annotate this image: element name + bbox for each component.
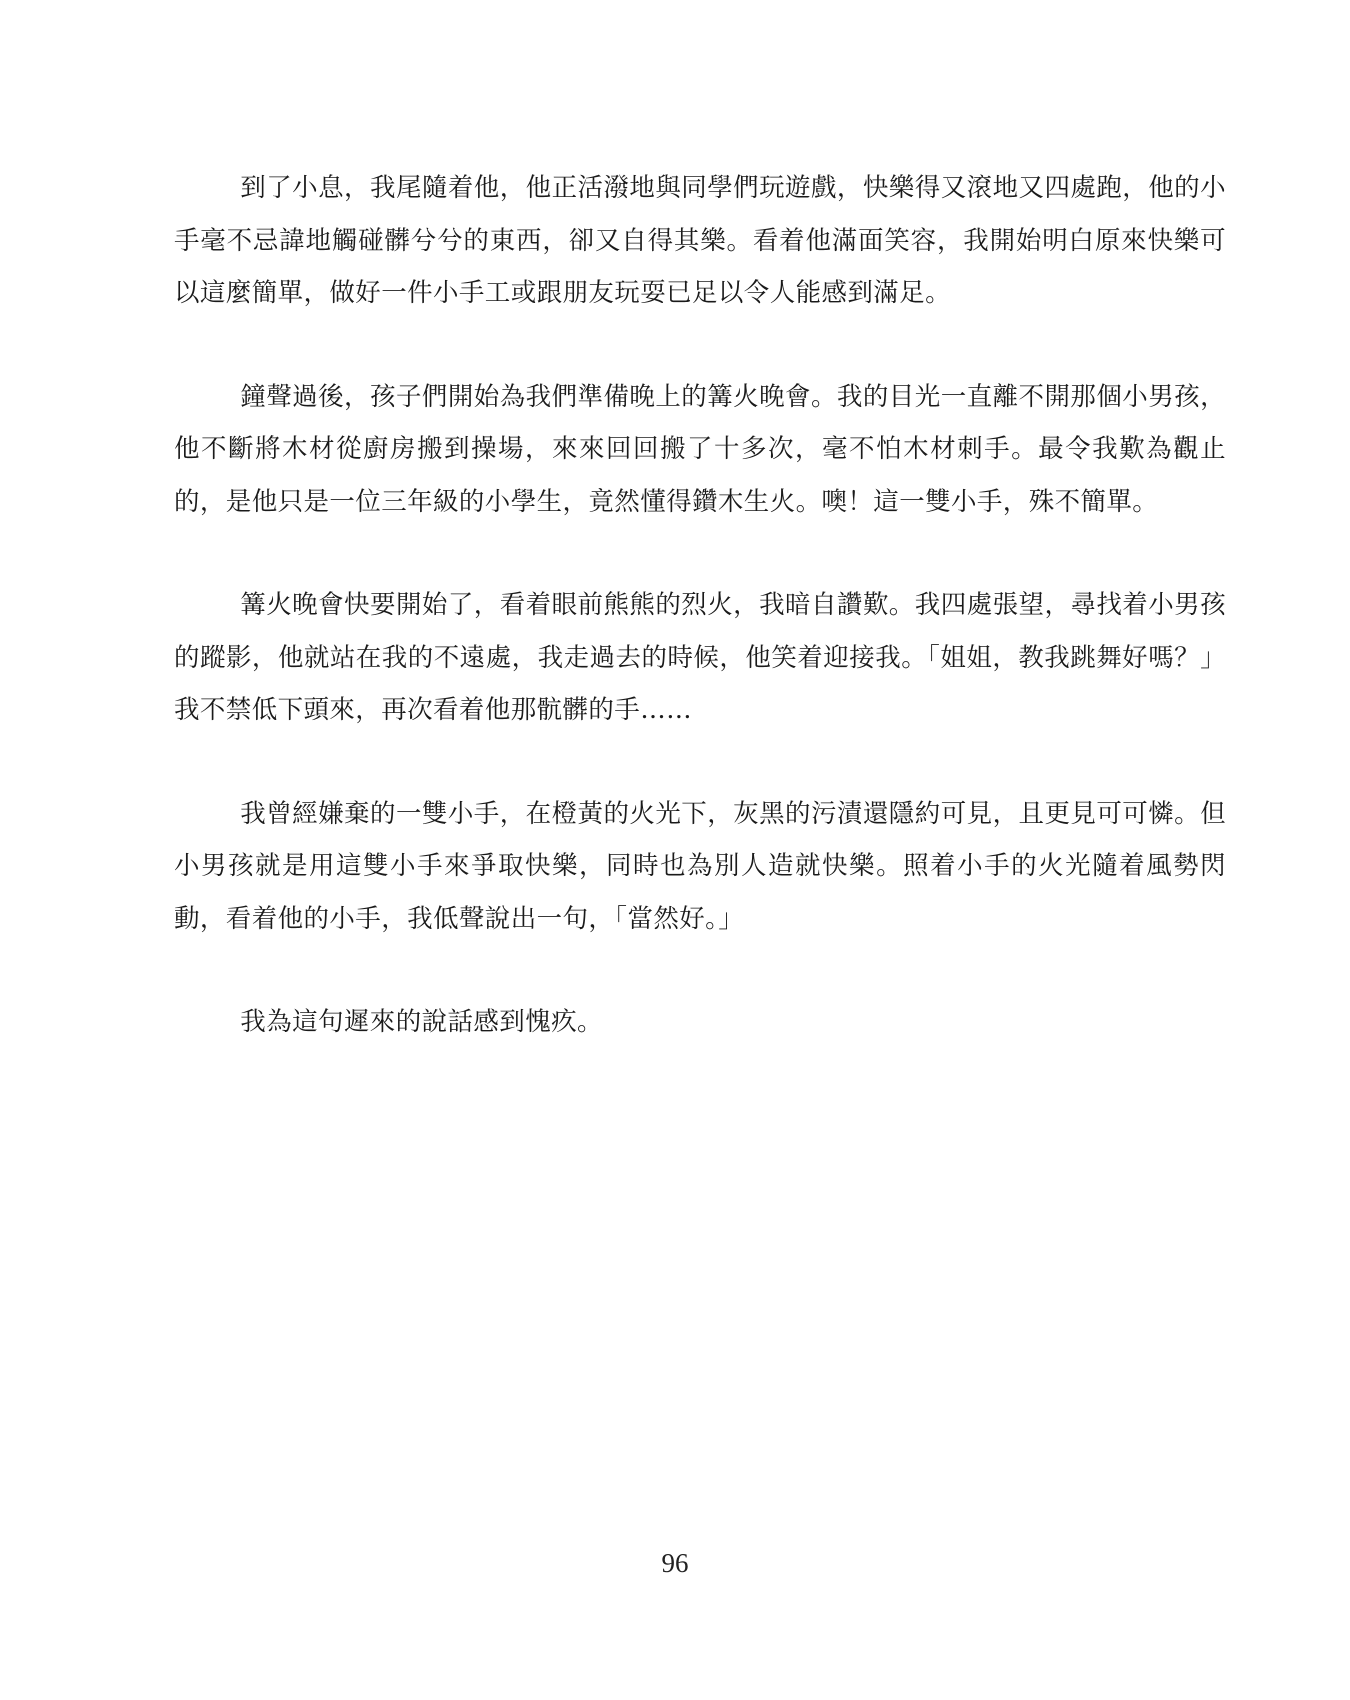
paragraph-2: 鐘聲過後，孩子們開始為我們準備晚上的篝火晚會。我的目光一直離不開那個小男孩，他不斷將木材從廚房搬到操場，來來回回搬了十多次，毫不怕木材刺手。最令我歎為觀止的，是他只是一位三年級的小學生，竟然懂得鑽木生火。噢！這一雙小手，殊不簡單。 — [174, 381, 1226, 517]
page-number: 96 — [661, 1548, 689, 1578]
paragraph-5: 我為這句遲來的說話感到愧疚。 — [240, 1007, 603, 1037]
body-text — [174, 162, 1226, 1100]
paragraph-4: 我曾經嫌棄的一雙小手，在橙黃的火光下，灰黑的污漬還隱約可見，且更見可可憐。但小男孩就是用這雙小手來爭取快樂，同時也為別人造就快樂。照着小手的火光隨着風勢閃動，看着他的小手，我低聲說出一句，「當然好。」 — [174, 798, 1226, 934]
paragraph-3: 篝火晚會快要開始了，看着眼前熊熊的烈火，我暗自讚歎。我四處張望，尋找着小男孩的蹤影，他就站在我的不遠處，我走過去的時候，他笑着迎接我。「姐姐，教我跳舞好嗎？」我不禁低下頭來，再次看着他那骯髒的手…… — [174, 590, 1226, 725]
paragraph-1: 到了小息，我尾隨着他，他正活潑地與同學們玩遊戲，快樂得又滾地又四處跑，他的小手毫不忌諱地觸碰髒兮兮的東西，卻又自得其樂。看着他滿面笑容，我開始明白原來快樂可以這麼簡單，做好一件小手工或跟朋友玩耍已足以令人能感到滿足。 — [174, 173, 1226, 308]
